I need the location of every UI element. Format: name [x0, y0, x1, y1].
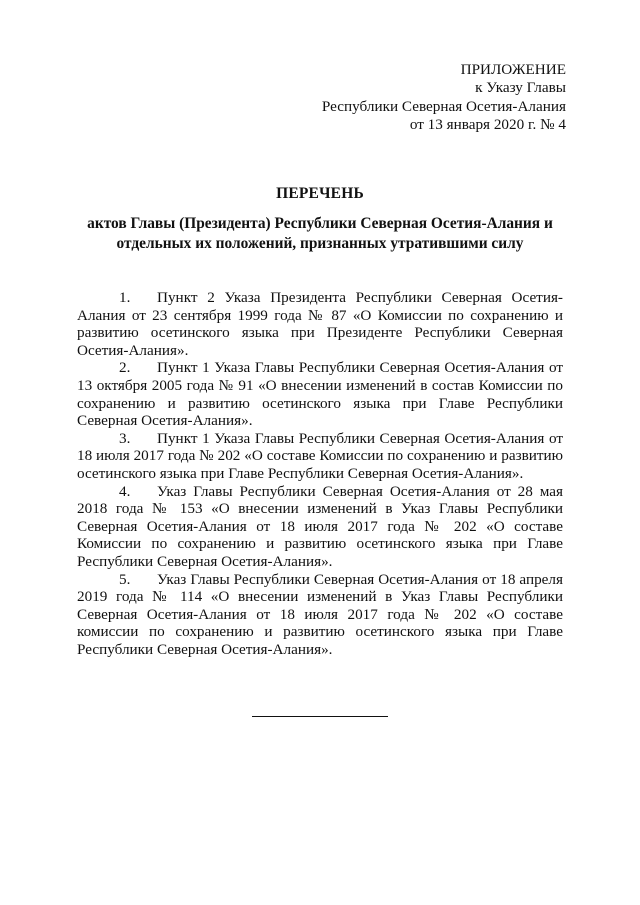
list-item-number: 3.	[119, 429, 131, 447]
list-item-text: Пункт 1 Указа Главы Республики Северная Осетия-Алания от 18 июля 2017 года № 202 «О составе Комиссии по сохранению и развитию осетинского языка при Главе Республики Северная Осетия-Алания».	[77, 429, 563, 482]
list-item	[77, 571, 563, 659]
appendix-date-number: от 13 января 2020 г. № 4	[409, 116, 566, 134]
list-item-number: 4.	[119, 482, 131, 500]
list-item-number: 2.	[119, 359, 131, 377]
list-item	[77, 289, 563, 359]
appendix-decree-ref: к Указу Главы	[475, 79, 566, 97]
list-item-text: Указ Главы Республики Северная Осетия-Алания от 28 мая 2018 года № 153 «О внесении изменений в Указ Главы Республики Северная Осетия-Алания от 18 июля 2017 года № 202 «О составе Комиссии по сохранению и развитию осетинского языка при Главе Республики Северная Осетия-Алания».	[77, 482, 563, 570]
appendix-republic: Республики Северная Осетия-Алания	[321, 97, 566, 115]
list-item-text: Пункт 1 Указа Главы Республики Северная Осетия-Алания от 13 октября 2005 года № 91 «О внесении изменений в состав Комиссии по сохранению и развитию осетинского языка при Главе Республики Северная Осетия-Алания».	[77, 359, 563, 430]
list-item	[77, 430, 563, 483]
acts-list	[77, 289, 563, 658]
list-item	[77, 359, 563, 429]
document-title: ПЕРЕЧЕНЬ	[276, 185, 364, 202]
appendix-label: ПРИЛОЖЕНИЕ	[460, 61, 566, 78]
list-item-text: Указ Главы Республики Северная Осетия-Алания от 18 апреля 2019 года № 114 «О внесении изменений в Указ Главы Республики Северная Осетия-Алания от 18 июля 2017 года № 202 «О составе комиссии по сохранению и развитию осетинского языка при Главе Республики Северная Осетия-Алания».	[77, 570, 563, 658]
list-item-number: 5.	[119, 570, 131, 588]
list-item-number: 1.	[119, 289, 131, 306]
appendix-header	[322, 61, 566, 135]
document-subtitle: актов Главы (Президента) Республики Северная Осетия-Алания и отдельных их положений, признанных утратившими силу	[87, 215, 553, 252]
end-divider	[252, 716, 388, 717]
list-item-text: Пункт 2 Указа Президента Республики Северная Осетия-Алания от 23 сентября 1999 года № 87 «О Комиссии по сохранению и развитию осетинского языка при Президенте Республики Северная Осетия-Алания».	[77, 289, 563, 359]
list-item	[77, 483, 563, 571]
